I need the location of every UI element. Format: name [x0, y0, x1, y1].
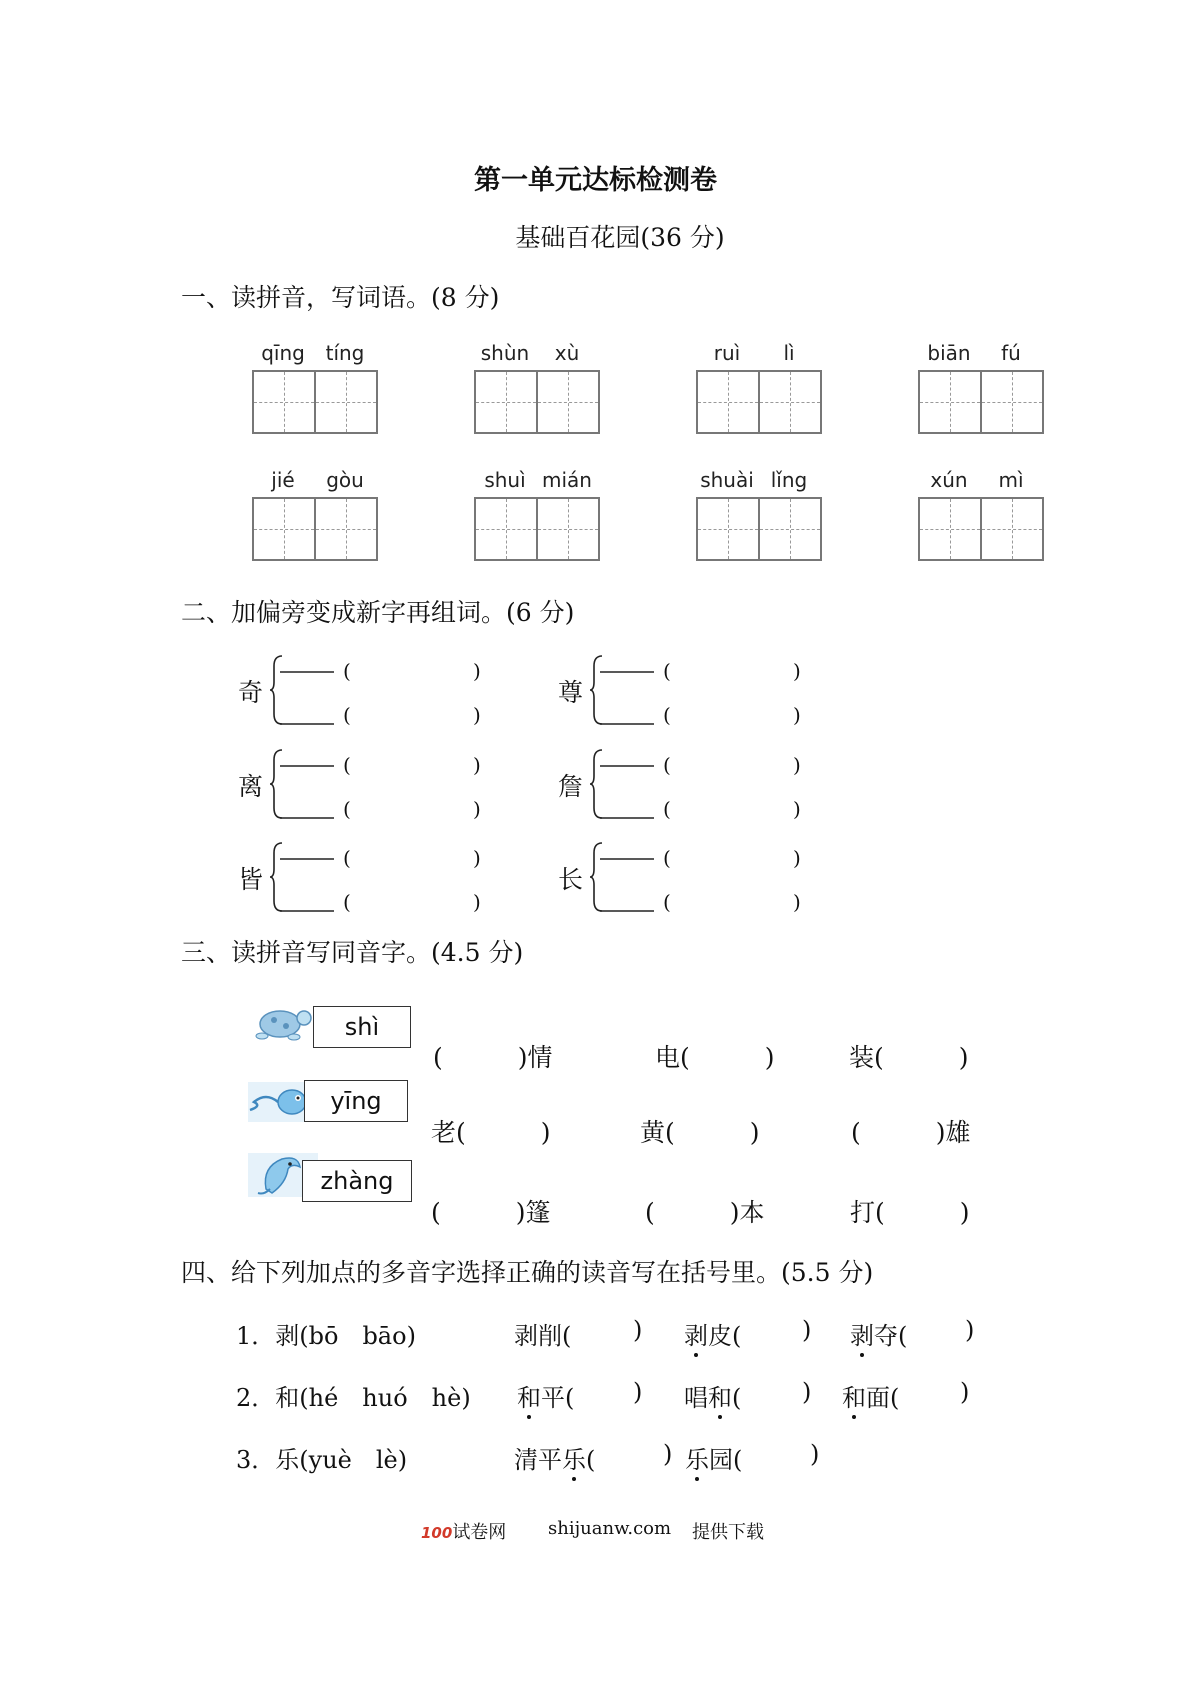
answer-close-paren[interactable]: )	[960, 1378, 970, 1406]
brace-icon	[590, 748, 660, 820]
pinyin-label: xún	[930, 468, 968, 492]
answer-close-paren[interactable]: )	[633, 1378, 643, 1406]
word-item	[514, 1316, 571, 1351]
pinyin-label: ruì	[713, 341, 741, 365]
page-subtitle: 基础百花园(36 分)	[515, 223, 725, 252]
pinyin-label: shuài	[700, 468, 754, 492]
pinyin-box: yīng	[304, 1080, 408, 1122]
paren-open: (	[343, 890, 351, 914]
brace-icon	[270, 654, 340, 726]
paren-close: )	[793, 753, 801, 777]
question-label: 2．和(hé huó hè)	[236, 1384, 471, 1412]
word-item	[842, 1378, 899, 1413]
q1-heading: 一、读拼音，写词语。(8 分)	[181, 283, 500, 312]
brace-icon	[590, 654, 660, 726]
grid-guide	[284, 372, 285, 432]
word-item	[684, 1316, 741, 1351]
brace-icon	[270, 748, 340, 820]
paren-close: )	[473, 753, 481, 777]
answer-close-paren[interactable]: )	[633, 1316, 643, 1344]
paren-close: )	[473, 797, 481, 821]
answer-close-paren[interactable]: )	[965, 1316, 975, 1344]
footer-note: 提供下载	[692, 1522, 764, 1543]
blank-item[interactable]: ( )本	[645, 1198, 765, 1227]
paren-close: )	[473, 890, 481, 914]
q3-heading: 三、读拼音写同音字。(4.5 分)	[181, 938, 524, 967]
word-text: 清平	[514, 1446, 562, 1474]
pinyin-label: lǐng	[770, 468, 808, 492]
base-character: 长	[558, 865, 584, 894]
base-character: 詹	[558, 772, 584, 801]
q4-heading: 四、给下列加点的多音字选择正确的读音写在括号里。(5.5 分)	[181, 1258, 874, 1287]
grid-cell[interactable]	[252, 370, 316, 434]
question-label: 1．剥(bō bāo)	[236, 1322, 416, 1350]
answer-close-paren[interactable]: )	[802, 1378, 812, 1406]
grid-guide	[950, 372, 951, 432]
dotted-character: 和	[842, 1378, 866, 1413]
pinyin-label: fú	[1001, 341, 1021, 365]
grid-guide	[1012, 499, 1013, 559]
writing-grid[interactable]	[918, 370, 1042, 432]
grid-guide	[568, 372, 569, 432]
brace-icon	[590, 841, 660, 913]
dotted-character: 剥	[850, 1316, 874, 1351]
paren-open: (	[663, 846, 671, 870]
base-character: 奇	[238, 678, 264, 707]
grid-cell[interactable]	[474, 370, 538, 434]
blank-item[interactable]: ( )雄	[851, 1118, 971, 1147]
pinyin-label: qīng	[261, 341, 305, 365]
paren-open: (	[343, 703, 351, 727]
pinyin-label: mì	[998, 468, 1024, 492]
logo-text: 试卷网	[452, 1522, 507, 1543]
dotted-character: 乐	[685, 1440, 709, 1475]
paren-open: (	[343, 797, 351, 821]
grid-guide	[790, 372, 791, 432]
brace-icon	[270, 841, 340, 913]
paren-close: )	[793, 890, 801, 914]
word-text: 皮(	[708, 1322, 742, 1350]
blank-item[interactable]: ( )篷	[431, 1198, 551, 1227]
word-item	[850, 1316, 907, 1351]
word-text: 平(	[541, 1384, 575, 1412]
pinyin-label: gòu	[326, 468, 364, 492]
word-item	[514, 1440, 595, 1475]
paren-close: )	[793, 797, 801, 821]
dotted-character: 剥	[684, 1316, 708, 1351]
paren-open: (	[343, 753, 351, 777]
answer-close-paren[interactable]: )	[810, 1440, 820, 1468]
q2-heading: 二、加偏旁变成新字再组词。(6 分)	[181, 598, 575, 627]
grid-guide	[506, 499, 507, 559]
grid-guide	[728, 499, 729, 559]
grid-guide	[790, 499, 791, 559]
paren-open: (	[343, 659, 351, 683]
blank-item[interactable]: 老( )	[431, 1118, 551, 1147]
pinyin-box: shì	[313, 1006, 411, 1048]
paren-close: )	[793, 703, 801, 727]
writing-grid[interactable]	[918, 497, 1042, 559]
blank-item[interactable]: 黄( )	[640, 1118, 760, 1147]
blank-item[interactable]: ( )情	[433, 1043, 553, 1072]
footer-logo	[421, 1518, 506, 1544]
grid-guide	[568, 499, 569, 559]
question-label: 3．乐(yuè lè)	[236, 1446, 408, 1474]
word-text: 夺(	[874, 1322, 908, 1350]
grid-cell[interactable]	[314, 497, 378, 561]
grid-cell[interactable]	[758, 370, 822, 434]
grid-cell[interactable]	[314, 370, 378, 434]
paren-open: (	[343, 846, 351, 870]
answer-close-paren[interactable]: )	[663, 1440, 673, 1468]
paren-open: (	[663, 890, 671, 914]
turtle-icon	[248, 998, 318, 1050]
paren-close: )	[473, 659, 481, 683]
word-item	[685, 1440, 742, 1475]
logo-number: 100	[421, 1524, 453, 1542]
grid-cell[interactable]	[918, 497, 982, 561]
grid-guide	[728, 372, 729, 432]
grid-guide	[950, 499, 951, 559]
writing-grid[interactable]	[696, 370, 820, 432]
base-character: 尊	[558, 678, 584, 707]
writing-grid[interactable]	[252, 497, 376, 559]
pinyin-box: zhàng	[302, 1160, 412, 1202]
word-text: 园(	[709, 1446, 743, 1474]
dotted-character: 和	[708, 1378, 732, 1413]
paren-open: (	[663, 797, 671, 821]
word-item	[684, 1378, 741, 1413]
writing-grid[interactable]	[474, 370, 598, 432]
grid-guide	[284, 499, 285, 559]
paren-open: (	[663, 703, 671, 727]
footer-site: shijuanw.com	[548, 1518, 672, 1539]
word-text: (	[586, 1446, 596, 1474]
grid-guide	[346, 499, 347, 559]
paren-close: )	[473, 703, 481, 727]
writing-grid[interactable]	[474, 497, 598, 559]
word-item	[517, 1378, 574, 1413]
grid-cell[interactable]	[918, 370, 982, 434]
blank-item[interactable]: 电( )	[655, 1043, 775, 1072]
writing-grid[interactable]	[696, 497, 820, 559]
dotted-character: 和	[517, 1378, 541, 1413]
paren-close: )	[473, 846, 481, 870]
paren-close: )	[793, 846, 801, 870]
grid-guide	[346, 372, 347, 432]
word-text: (	[732, 1384, 742, 1412]
page-title: 第一单元达标检测卷	[474, 165, 717, 196]
paren-open: (	[663, 659, 671, 683]
pinyin-label: shùn	[480, 341, 530, 365]
grid-cell[interactable]	[474, 497, 538, 561]
grid-cell[interactable]	[758, 497, 822, 561]
pinyin-label: shuì	[484, 468, 526, 492]
blank-item[interactable]: 打( )	[850, 1198, 970, 1227]
base-character: 皆	[238, 865, 264, 894]
pinyin-label: lì	[783, 341, 795, 365]
grid-cell[interactable]	[536, 370, 600, 434]
dotted-character: 乐	[562, 1440, 586, 1475]
pinyin-label: biān	[927, 341, 971, 365]
pinyin-label: mián	[542, 468, 592, 492]
grid-cell[interactable]	[980, 370, 1044, 434]
grid-cell[interactable]	[536, 497, 600, 561]
paren-open: (	[663, 753, 671, 777]
word-text: 剥削(	[514, 1322, 572, 1350]
grid-cell[interactable]	[980, 497, 1044, 561]
writing-grid[interactable]	[252, 370, 376, 432]
grid-cell[interactable]	[696, 370, 760, 434]
grid-guide	[1012, 372, 1013, 432]
pinyin-label: xù	[554, 341, 580, 365]
pinyin-label: tíng	[325, 341, 365, 365]
blank-item[interactable]: 装( )	[849, 1043, 969, 1072]
pinyin-label: jié	[271, 468, 295, 492]
word-text: 面(	[866, 1384, 900, 1412]
base-character: 离	[238, 772, 264, 801]
answer-close-paren[interactable]: )	[802, 1316, 812, 1344]
grid-guide	[506, 372, 507, 432]
grid-cell[interactable]	[252, 497, 316, 561]
word-text: 唱	[684, 1384, 708, 1412]
grid-cell[interactable]	[696, 497, 760, 561]
paren-close: )	[793, 659, 801, 683]
